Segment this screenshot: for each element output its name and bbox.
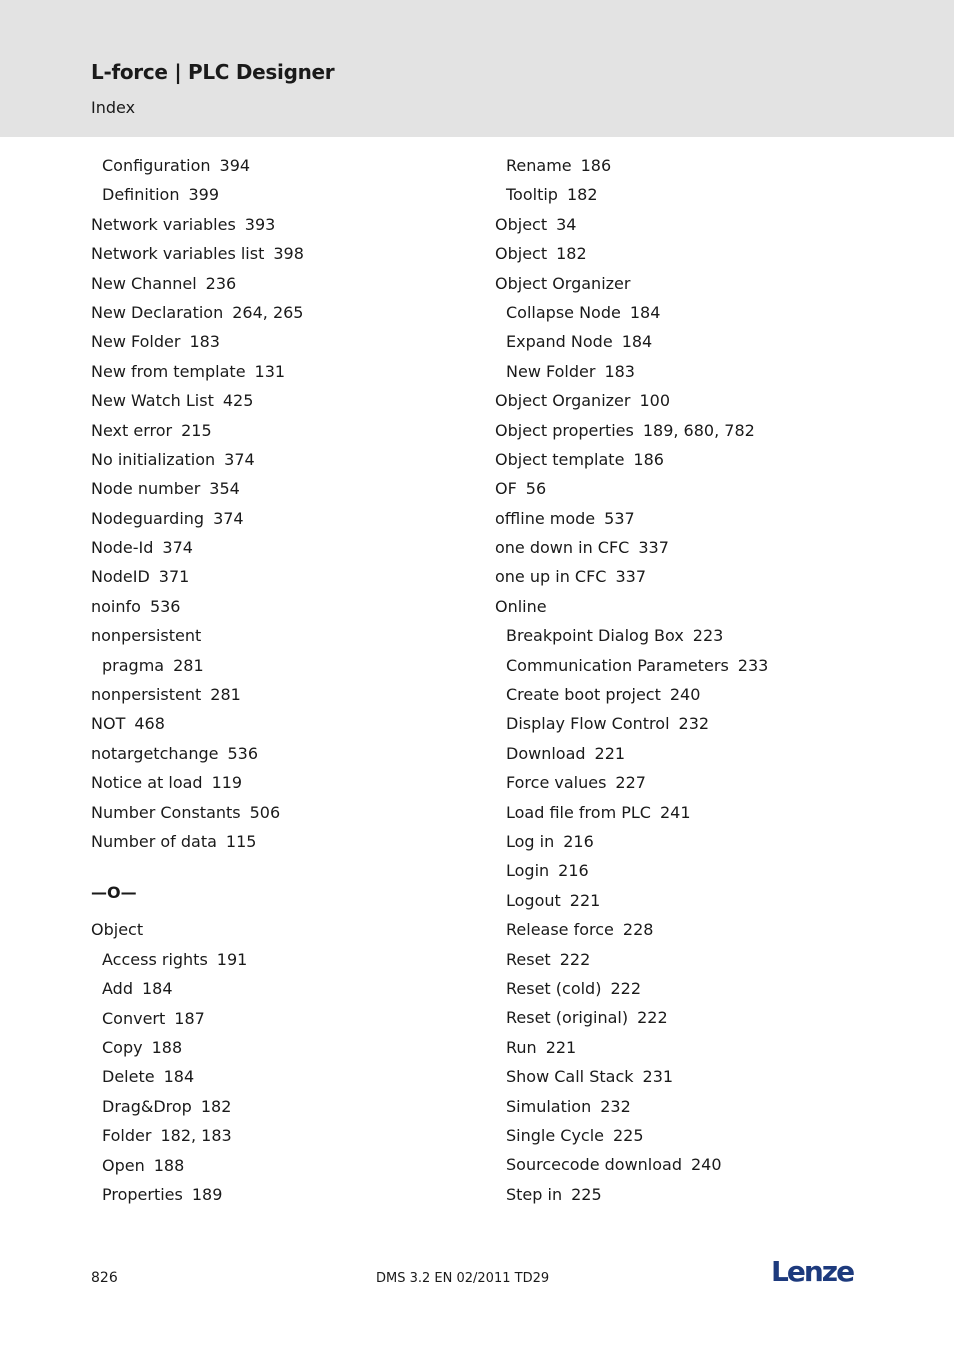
index-page-ref[interactable]: 281: [173, 655, 204, 675]
index-page-ref[interactable]: 56: [525, 479, 547, 499]
index-term: Number of data: [91, 831, 217, 851]
index-subentry: [91, 151, 471, 180]
index-term: New Watch List: [91, 391, 214, 411]
index-subentry: [495, 357, 915, 386]
index-page-ref[interactable]: 371: [158, 567, 190, 587]
index-term: Breakpoint Dialog Box: [506, 626, 684, 646]
index-term: noinfo: [91, 596, 141, 616]
index-term: Force values: [506, 773, 607, 793]
index-term: Communication Parameters: [506, 655, 729, 675]
index-term: Object: [495, 244, 548, 264]
index-entry: [91, 915, 471, 944]
index-term: Run: [506, 1037, 537, 1057]
index-page-ref[interactable]: 223: [692, 626, 724, 646]
document-id: DMS 3.2 EN 02/2011 TD29: [376, 1271, 550, 1286]
index-subentry: [495, 827, 915, 856]
index-term: Number Constants: [91, 802, 241, 822]
index-subentry: [91, 1004, 471, 1033]
index-term: one up in CFC: [495, 567, 607, 587]
index-term: Next error: [91, 420, 173, 440]
index-page-ref[interactable]: 337: [638, 538, 669, 558]
index-page-ref[interactable]: 536: [149, 596, 181, 616]
index-entry: [91, 621, 471, 650]
index-page-ref[interactable]: 183: [604, 361, 635, 381]
letter-heading: —O—: [91, 883, 137, 903]
index-term: Delete: [102, 1067, 155, 1087]
index-page-ref[interactable]: 182: [556, 244, 587, 264]
index-subentry: [495, 327, 915, 356]
index-page-ref[interactable]: 506: [249, 802, 281, 822]
index-subentry: [495, 151, 915, 180]
index-page-ref[interactable]: 189: [191, 1184, 223, 1204]
index-term: Object properties: [495, 420, 634, 440]
index-subentry: [495, 798, 915, 827]
index-term: one down in CFC: [495, 538, 630, 558]
index-entry: [495, 474, 915, 503]
index-term: Access rights: [102, 949, 208, 969]
index-term: Tooltip: [506, 185, 558, 205]
index-subentry: [495, 1092, 915, 1121]
index-subentry: [495, 1180, 915, 1209]
index-entry: [91, 298, 471, 327]
index-term: Open: [102, 1155, 145, 1175]
index-entry: [495, 239, 915, 268]
index-subentry: [495, 739, 915, 768]
index-term: offline mode: [495, 508, 596, 528]
index-subentry: [495, 974, 915, 1003]
index-page-ref[interactable]: 374: [162, 538, 193, 558]
index-subentry: [495, 856, 915, 885]
index-page-ref[interactable]: 225: [613, 1125, 644, 1145]
index-page-ref[interactable]: 233: [737, 655, 769, 675]
index-page-ref[interactable]: 34: [556, 214, 577, 234]
index-subentry: [495, 680, 915, 709]
index-entry: [91, 474, 471, 503]
index-page-ref[interactable]: 119: [211, 773, 243, 793]
index-entry: [91, 739, 471, 768]
index-column-right: [495, 151, 915, 1209]
index-page-ref[interactable]: 399: [188, 185, 220, 205]
index-page-ref[interactable]: 264, 265: [232, 302, 304, 322]
index-term: Object: [495, 214, 548, 234]
index-subentry: [495, 768, 915, 797]
index-page-ref[interactable]: 425: [222, 391, 254, 411]
index-term: Login: [506, 861, 550, 881]
index-term: Download: [506, 743, 586, 763]
index-entry: [495, 562, 915, 591]
index-page-ref[interactable]: 227: [615, 773, 646, 793]
index-term: Reset: [506, 949, 551, 969]
index-term: Display Flow Control: [506, 714, 670, 734]
index-page-ref[interactable]: 184: [629, 302, 661, 322]
index-subentry: [495, 1150, 915, 1179]
index-page-ref[interactable]: 182, 183: [160, 1126, 232, 1146]
index-term: Add: [102, 979, 133, 999]
index-term: Single Cycle: [506, 1125, 604, 1145]
section-label: Index: [91, 98, 136, 117]
index-entry: [91, 680, 471, 709]
index-entry: [91, 562, 471, 591]
index-term: New Folder: [506, 361, 596, 381]
index-term: Online: [495, 596, 547, 616]
index-entry: [91, 504, 471, 533]
index-term: Object Organizer: [495, 273, 631, 293]
index-page-ref[interactable]: 222: [610, 978, 641, 998]
index-term: Configuration: [102, 156, 211, 175]
index-entry: [91, 416, 471, 445]
index-entry: [495, 416, 915, 445]
index-page-ref[interactable]: 188: [153, 1155, 185, 1175]
page-header: [0, 0, 954, 137]
index-term: Object: [91, 920, 144, 940]
index-page-ref[interactable]: 232: [600, 1096, 631, 1116]
index-term: Copy: [102, 1037, 143, 1057]
index-term: Object template: [495, 449, 625, 469]
index-subentry: [495, 651, 915, 680]
index-page-ref[interactable]: 187: [174, 1008, 205, 1028]
index-page-ref[interactable]: 228: [622, 920, 654, 940]
index-term: Network variables: [91, 214, 236, 234]
index-page-ref[interactable]: 236: [205, 273, 237, 293]
index-page-ref[interactable]: 191: [216, 949, 248, 969]
index-entry: [91, 827, 471, 856]
index-subentry: [91, 180, 471, 209]
index-entry: [91, 386, 471, 415]
index-entry: [495, 269, 915, 298]
index-page-ref[interactable]: 221: [594, 743, 626, 763]
index-subentry: [91, 1180, 471, 1209]
index-entry: [91, 798, 471, 827]
index-term: New Declaration: [91, 302, 224, 322]
index-page-ref[interactable]: 225: [571, 1184, 602, 1204]
index-term: Simulation: [506, 1096, 592, 1116]
index-entry: [495, 533, 915, 562]
index-subentry: [91, 1092, 471, 1121]
index-entry: [495, 210, 915, 239]
index-term: Release force: [506, 920, 614, 940]
index-term: NodeID: [91, 567, 150, 587]
page-number: 826: [91, 1270, 118, 1286]
index-page-ref[interactable]: 184: [621, 332, 653, 352]
index-entry: [91, 709, 471, 738]
index-page-ref[interactable]: 241: [659, 802, 691, 822]
index-subentry: [495, 1121, 915, 1150]
index-term: Reset (cold): [506, 978, 602, 998]
index-subentry: [91, 1062, 471, 1091]
index-page-ref[interactable]: 374: [213, 508, 244, 528]
index-term: Load file from PLC: [506, 802, 651, 822]
index-page-ref[interactable]: 374: [224, 449, 255, 469]
index-term: Create boot project: [506, 685, 661, 705]
index-term: New Folder: [91, 332, 181, 352]
index-term: Log in: [506, 831, 555, 851]
index-term: Nodeguarding: [91, 508, 205, 528]
index-page-ref[interactable]: 186: [633, 449, 664, 469]
index-page-ref[interactable]: 232: [678, 714, 710, 734]
index-page-ref[interactable]: 184: [141, 979, 173, 999]
index-entry: [91, 592, 471, 621]
document-title: L-force | PLC Designer: [91, 60, 335, 84]
index-page-ref[interactable]: 337: [615, 567, 647, 587]
index-page-ref[interactable]: 536: [227, 743, 259, 763]
index-term: pragma: [102, 655, 165, 675]
index-page-ref[interactable]: 394: [219, 156, 251, 175]
index-column-left: [91, 151, 471, 1209]
index-entry: [495, 445, 915, 474]
index-subentry: [495, 709, 915, 738]
index-entry: [91, 357, 471, 386]
index-term: Rename: [506, 156, 572, 175]
index-page-ref[interactable]: 231: [642, 1067, 674, 1087]
index-term: nonpersistent: [91, 685, 202, 705]
index-term: Node-Id: [91, 538, 154, 558]
index-subentry: [91, 945, 471, 974]
index-term: Step in: [506, 1184, 563, 1204]
index-term: NOT: [91, 714, 126, 734]
index-subentry: [91, 1151, 471, 1180]
index-page-ref[interactable]: 222: [559, 949, 591, 969]
index-subentry: [91, 1033, 471, 1062]
index-page-ref[interactable]: 468: [134, 714, 165, 734]
index-entry: [495, 592, 915, 621]
index-term: New from template: [91, 361, 246, 381]
index-term: Show Call Stack: [506, 1067, 634, 1087]
index-term: Sourcecode download: [506, 1155, 682, 1175]
index-term: Network variables list: [91, 244, 265, 264]
index-subentry: [495, 180, 915, 209]
index-page-ref[interactable]: 354: [209, 479, 240, 499]
index-page-ref[interactable]: 184: [163, 1067, 195, 1087]
index-subentry: [495, 298, 915, 327]
index-subentry: [495, 1033, 915, 1062]
index-term: New Channel: [91, 273, 197, 293]
index-term: Definition: [102, 185, 180, 205]
index-page-ref[interactable]: 240: [691, 1155, 722, 1175]
index-term: Reset (original): [506, 1008, 629, 1028]
index-term: Collapse Node: [506, 302, 621, 322]
index-entry: [495, 504, 915, 533]
index-page-ref[interactable]: 182: [566, 185, 598, 205]
index-term: Properties: [102, 1184, 183, 1204]
index-term: Logout: [506, 890, 561, 910]
index-entry: [91, 269, 471, 298]
index-entry: [91, 533, 471, 562]
index-term: Node number: [91, 479, 201, 499]
index-subentry: [495, 1003, 915, 1032]
index-page-ref[interactable]: 182: [200, 1096, 232, 1116]
index-page-ref[interactable]: 189, 680, 782: [642, 420, 755, 440]
index-page-ref[interactable]: 221: [569, 890, 601, 910]
index-page-ref[interactable]: 398: [273, 244, 304, 264]
index-page-ref[interactable]: 115: [225, 831, 257, 851]
index-page-ref[interactable]: 186: [580, 156, 612, 175]
index-term: Notice at load: [91, 773, 203, 793]
index-entry: [91, 445, 471, 474]
index-page-ref[interactable]: 221: [545, 1037, 577, 1057]
index-page-ref[interactable]: 222: [637, 1008, 668, 1028]
index-subentry: [91, 651, 471, 680]
index-term: No initialization: [91, 449, 216, 469]
index-page-ref[interactable]: 183: [189, 332, 220, 352]
index-term: OF: [495, 479, 517, 499]
index-term: Folder: [102, 1126, 152, 1146]
index-term: nonpersistent: [91, 626, 202, 646]
index-page-ref[interactable]: 216: [563, 831, 594, 851]
index-subentry: [495, 915, 915, 944]
index-term: notargetchange: [91, 743, 219, 763]
index-entry: [495, 386, 915, 415]
index-page-ref[interactable]: 537: [604, 508, 635, 528]
index-subentry: [91, 1121, 471, 1150]
index-term: Object Organizer: [495, 391, 631, 411]
index-subentry: [495, 1062, 915, 1091]
index-page-ref[interactable]: 100: [639, 391, 670, 411]
index-subentry: [495, 621, 915, 650]
index-term: Drag&Drop: [102, 1096, 192, 1116]
index-page-ref[interactable]: 188: [151, 1037, 183, 1057]
index-page-ref[interactable]: 240: [669, 685, 701, 705]
index-entry: [91, 768, 471, 797]
index-page-ref[interactable]: 393: [244, 214, 276, 234]
index-subentry: [91, 974, 471, 1003]
index-page-ref[interactable]: 215: [181, 420, 212, 440]
index-page-ref[interactable]: 131: [254, 361, 286, 381]
index-page-ref[interactable]: 281: [210, 685, 241, 705]
index-subentry: [495, 945, 915, 974]
index-term: Expand Node: [506, 332, 613, 352]
index-entry: [91, 239, 471, 268]
index-page-ref[interactable]: 216: [558, 861, 589, 881]
index-entry: [91, 327, 471, 356]
index-subentry: [495, 886, 915, 915]
index-term: Convert: [102, 1008, 166, 1028]
lenze-logo: Lenze: [771, 1255, 854, 1288]
index-entry: [91, 210, 471, 239]
